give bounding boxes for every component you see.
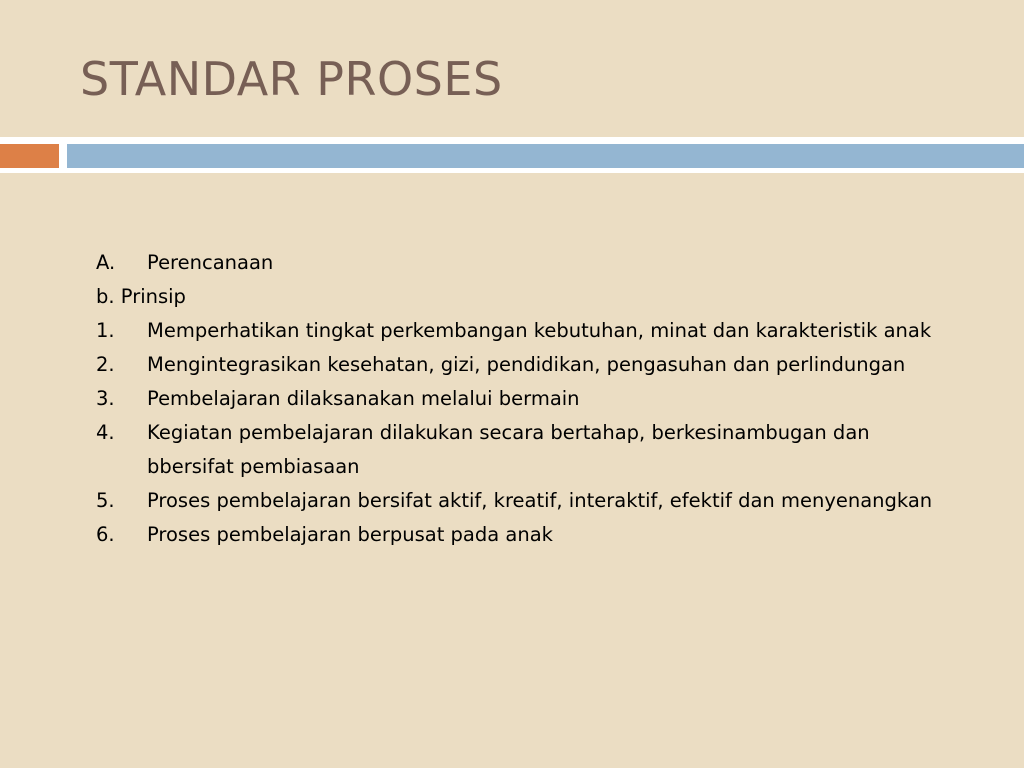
- list-marker: 2.: [96, 353, 115, 376]
- list-item: [96, 314, 956, 348]
- list-item-text: Kegiatan pembelajaran dilakukan secara bertahap, berkesinambugan dan bbersifat pembiasaan: [147, 421, 870, 478]
- list-item-text: Memperhatikan tingkat perkembangan kebutuhan, minat dan karakteristik anak: [147, 319, 932, 342]
- list-item-text: Pembelajaran dilaksanakan melalui bermain: [147, 387, 580, 410]
- accent-bar-blue: [67, 144, 1024, 168]
- slide-title: STANDAR PROSES: [80, 52, 503, 106]
- section-heading: [96, 246, 956, 280]
- subheading: [96, 280, 956, 314]
- list-item-text: Proses pembelajaran berpusat pada anak: [147, 523, 553, 546]
- list-marker: 4.: [96, 421, 115, 444]
- list-marker: 6.: [96, 523, 115, 546]
- list-marker: 3.: [96, 387, 115, 410]
- list-item: [96, 416, 956, 484]
- content-list: [96, 246, 956, 552]
- section-heading-text: Perencanaan: [147, 251, 274, 274]
- list-item: [96, 518, 956, 552]
- list-item-text: Proses pembelajaran bersifat aktif, kreatif, interaktif, efektif dan menyenangkan: [147, 489, 933, 512]
- accent-bar-orange: [0, 144, 59, 168]
- list-item: [96, 382, 956, 416]
- list-marker: 1.: [96, 319, 115, 342]
- list-item: [96, 348, 956, 382]
- list-item-text: Mengintegrasikan kesehatan, gizi, pendidikan, pengasuhan dan perlindungan: [147, 353, 906, 376]
- list-marker: 5.: [96, 489, 115, 512]
- list-marker: A.: [96, 251, 116, 274]
- list-item: [96, 484, 956, 518]
- subheading-text: b. Prinsip: [96, 285, 186, 308]
